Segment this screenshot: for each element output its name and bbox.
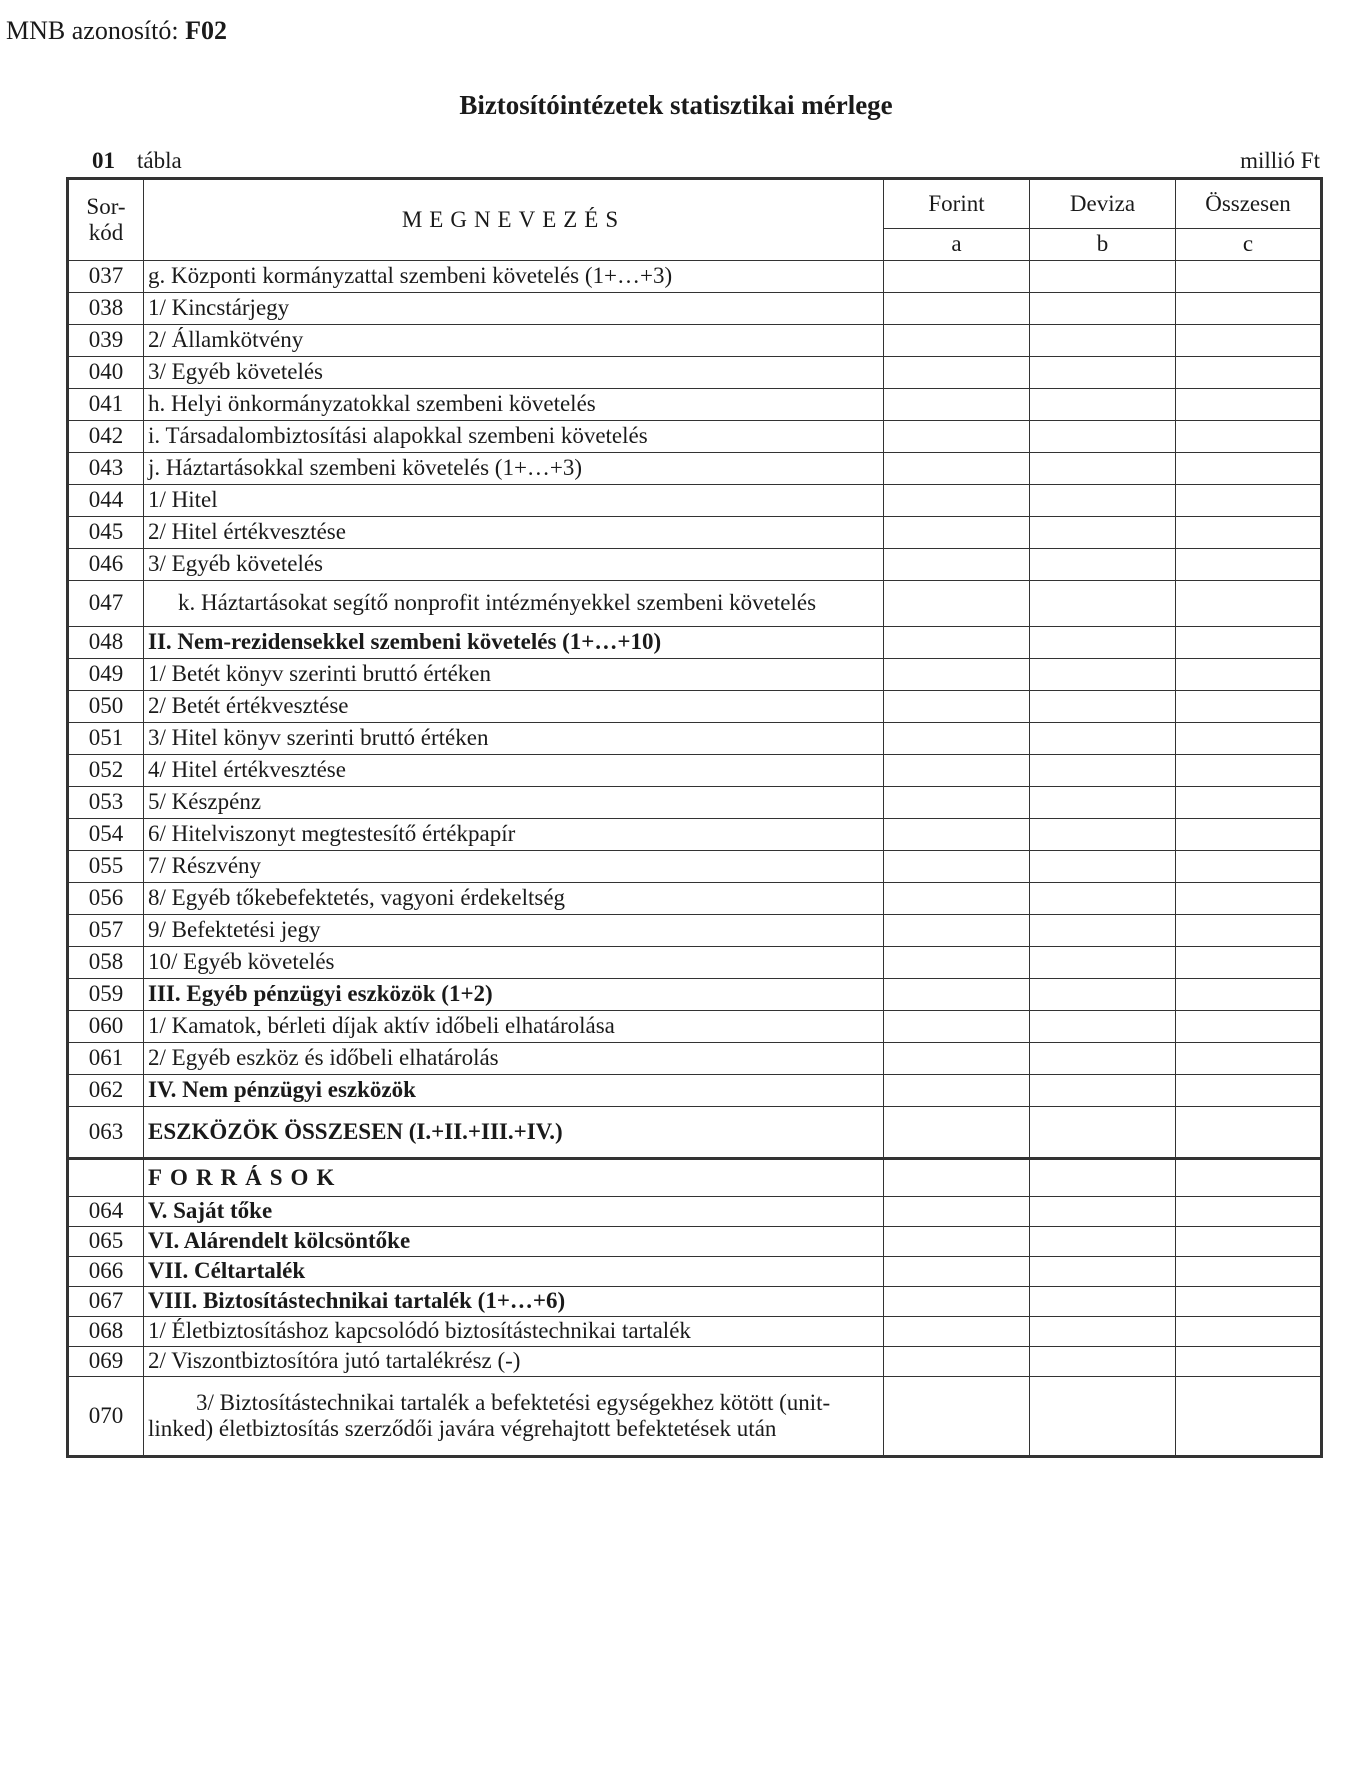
table-no: 01 <box>92 148 115 173</box>
value-cell-osszesen[interactable] <box>1176 485 1322 517</box>
row-code: 068 <box>68 1317 144 1347</box>
value-cell-osszesen[interactable] <box>1176 1075 1322 1107</box>
value-cell-forint[interactable] <box>884 1011 1030 1043</box>
row-label: 1/ Kincstárjegy <box>144 293 884 325</box>
col-header-deviza: Deviza <box>1030 179 1176 229</box>
table-row <box>68 819 1322 851</box>
row-code: 051 <box>68 723 144 755</box>
value-cell-deviza[interactable] <box>1030 883 1176 915</box>
value-cell-deviza[interactable] <box>1030 659 1176 691</box>
value-cell-forint[interactable] <box>884 787 1030 819</box>
forrasok-row <box>68 1159 1322 1197</box>
table-row <box>68 485 1322 517</box>
row-code: 054 <box>68 819 144 851</box>
code-header-1: Sor- <box>86 193 126 219</box>
row-label: ESZKÖZÖK ÖSSZESEN (I.+II.+III.+IV.) <box>144 1107 884 1159</box>
empty-cell-deviza <box>1030 1159 1176 1197</box>
row-label: 5/ Készpénz <box>144 787 884 819</box>
table-row <box>68 787 1322 819</box>
value-cell-osszesen[interactable] <box>1176 453 1322 485</box>
value-cell-osszesen[interactable] <box>1176 517 1322 549</box>
value-cell-forint[interactable] <box>884 755 1030 787</box>
value-cell-forint[interactable] <box>884 979 1030 1011</box>
row-label: g. Központi kormányzattal szembeni követelés (1+…+3) <box>144 261 884 293</box>
value-cell-forint[interactable] <box>884 1377 1030 1457</box>
value-cell-forint[interactable] <box>884 1043 1030 1075</box>
value-cell-forint[interactable] <box>884 389 1030 421</box>
code-header-2: kód <box>88 220 124 245</box>
value-cell-deviza[interactable] <box>1030 389 1176 421</box>
col-sub-b: b <box>1030 229 1176 261</box>
row-code: 059 <box>68 979 144 1011</box>
value-cell-deviza[interactable] <box>1030 1287 1176 1317</box>
table-row <box>68 293 1322 325</box>
row-code: 055 <box>68 851 144 883</box>
table-row <box>68 1227 1322 1257</box>
value-cell-forint[interactable] <box>884 261 1030 293</box>
value-cell-forint[interactable] <box>884 627 1030 659</box>
value-cell-osszesen[interactable] <box>1176 261 1322 293</box>
value-cell-deviza[interactable] <box>1030 421 1176 453</box>
row-code: 039 <box>68 325 144 357</box>
row-label: VII. Céltartalék <box>144 1257 884 1287</box>
value-cell-forint[interactable] <box>884 485 1030 517</box>
value-cell-osszesen[interactable] <box>1176 1287 1322 1317</box>
value-cell-deviza[interactable] <box>1030 1197 1176 1227</box>
table-row <box>68 1377 1322 1457</box>
row-code: 048 <box>68 627 144 659</box>
value-cell-forint[interactable] <box>884 723 1030 755</box>
value-cell-deviza[interactable] <box>1030 1317 1176 1347</box>
row-code: 047 <box>68 581 144 627</box>
table-row <box>68 1317 1322 1347</box>
value-cell-forint[interactable] <box>884 517 1030 549</box>
value-cell-forint[interactable] <box>884 1317 1030 1347</box>
row-code: 040 <box>68 357 144 389</box>
row-label: 4/ Hitel értékvesztése <box>144 755 884 787</box>
row-label: 3/ Egyéb követelés <box>144 549 884 581</box>
value-cell-deviza[interactable] <box>1030 1043 1176 1075</box>
table-row <box>68 453 1322 485</box>
value-cell-osszesen[interactable] <box>1176 755 1322 787</box>
value-cell-deviza[interactable] <box>1030 691 1176 723</box>
value-cell-deviza[interactable] <box>1030 915 1176 947</box>
value-cell-osszesen[interactable] <box>1176 787 1322 819</box>
table-row <box>68 723 1322 755</box>
value-cell-osszesen[interactable] <box>1176 819 1322 851</box>
row-code: 061 <box>68 1043 144 1075</box>
value-cell-osszesen[interactable] <box>1176 1043 1322 1075</box>
mnb-identifier <box>6 16 227 46</box>
row-code: 057 <box>68 915 144 947</box>
header-row <box>68 179 1322 229</box>
table-row <box>68 421 1322 453</box>
value-cell-osszesen[interactable] <box>1176 723 1322 755</box>
row-code: 064 <box>68 1197 144 1227</box>
row-label: III. Egyéb pénzügyi eszközök (1+2) <box>144 979 884 1011</box>
value-cell-osszesen[interactable] <box>1176 581 1322 627</box>
table-row <box>68 755 1322 787</box>
table-row <box>68 979 1322 1011</box>
table-row <box>68 659 1322 691</box>
row-label: 1/ Betét könyv szerinti bruttó értéken <box>144 659 884 691</box>
table-row <box>68 517 1322 549</box>
row-code: 058 <box>68 947 144 979</box>
row-label: 1/ Kamatok, bérleti díjak aktív időbeli elhatárolása <box>144 1011 884 1043</box>
row-label: 1/ Életbiztosításhoz kapcsolódó biztosítástechnikai tartalék <box>144 1317 884 1347</box>
row-label: 8/ Egyéb tőkebefektetés, vagyoni érdekeltség <box>144 883 884 915</box>
empty-cell-osszesen <box>1176 1159 1322 1197</box>
section-heading-forrasok: FORRÁSOK <box>144 1159 884 1197</box>
value-cell-osszesen[interactable] <box>1176 691 1322 723</box>
table-row <box>68 357 1322 389</box>
value-cell-deviza[interactable] <box>1030 1011 1176 1043</box>
value-cell-osszesen[interactable] <box>1176 1107 1322 1159</box>
value-cell-deviza[interactable] <box>1030 1107 1176 1159</box>
row-code: 041 <box>68 389 144 421</box>
value-cell-osszesen[interactable] <box>1176 293 1322 325</box>
table-row <box>68 883 1322 915</box>
name-header: MEGNEVEZÉS <box>144 179 884 261</box>
row-code: 053 <box>68 787 144 819</box>
row-label: 7/ Részvény <box>144 851 884 883</box>
value-cell-forint[interactable] <box>884 1347 1030 1377</box>
value-cell-forint[interactable] <box>884 549 1030 581</box>
value-cell-deviza[interactable] <box>1030 1377 1176 1457</box>
value-cell-osszesen[interactable] <box>1176 851 1322 883</box>
value-cell-forint[interactable] <box>884 357 1030 389</box>
row-label: 3/ Hitel könyv szerinti bruttó értéken <box>144 723 884 755</box>
value-cell-osszesen[interactable] <box>1176 1377 1322 1457</box>
value-cell-deviza[interactable] <box>1030 325 1176 357</box>
value-cell-osszesen[interactable] <box>1176 1257 1322 1287</box>
empty-cell-forint <box>884 1159 1030 1197</box>
value-cell-deviza[interactable] <box>1030 549 1176 581</box>
row-label: 2/ Hitel értékvesztése <box>144 517 884 549</box>
value-cell-forint[interactable] <box>884 1287 1030 1317</box>
value-cell-deviza[interactable] <box>1030 1257 1176 1287</box>
row-label: 6/ Hitelviszonyt megtestesítő értékpapír <box>144 819 884 851</box>
row-label: k. Háztartásokat segítő nonprofit intézményekkel szembeni követelés <box>144 581 884 627</box>
table-row <box>68 851 1322 883</box>
table-number <box>92 148 182 174</box>
value-cell-forint[interactable] <box>884 947 1030 979</box>
row-label: 10/ Egyéb követelés <box>144 947 884 979</box>
mnb-label: MNB azonosító: <box>6 16 179 45</box>
value-cell-osszesen[interactable] <box>1176 325 1322 357</box>
value-cell-deviza[interactable] <box>1030 819 1176 851</box>
value-cell-forint[interactable] <box>884 915 1030 947</box>
row-label: 2/ Betét értékvesztése <box>144 691 884 723</box>
table-row <box>68 1011 1322 1043</box>
row-code: 067 <box>68 1287 144 1317</box>
table-row <box>68 325 1322 357</box>
table-row <box>68 947 1322 979</box>
table-row <box>68 627 1322 659</box>
row-label: V. Saját tőke <box>144 1197 884 1227</box>
value-cell-forint[interactable] <box>884 1227 1030 1257</box>
value-cell-osszesen[interactable] <box>1176 549 1322 581</box>
unit-label: millió Ft <box>1240 148 1320 173</box>
row-label: VIII. Biztosítástechnikai tartalék (1+…+6) <box>144 1287 884 1317</box>
value-cell-osszesen[interactable] <box>1176 883 1322 915</box>
value-cell-deviza[interactable] <box>1030 851 1176 883</box>
table-row <box>68 581 1322 627</box>
row-label: i. Társadalombiztosítási alapokkal szembeni követelés <box>144 421 884 453</box>
table-row <box>68 1197 1322 1227</box>
value-cell-osszesen[interactable] <box>1176 357 1322 389</box>
row-label: IV. Nem pénzügyi eszközök <box>144 1075 884 1107</box>
code-header <box>68 179 144 261</box>
value-cell-deviza[interactable] <box>1030 723 1176 755</box>
table-row <box>68 915 1322 947</box>
value-cell-forint[interactable] <box>884 851 1030 883</box>
col-header-osszesen: Összesen <box>1176 179 1322 229</box>
row-code: 063 <box>68 1107 144 1159</box>
row-code: 056 <box>68 883 144 915</box>
value-cell-deviza[interactable] <box>1030 947 1176 979</box>
value-cell-forint[interactable] <box>884 1107 1030 1159</box>
value-cell-forint[interactable] <box>884 293 1030 325</box>
value-cell-deviza[interactable] <box>1030 293 1176 325</box>
value-cell-deviza[interactable] <box>1030 453 1176 485</box>
row-code: 044 <box>68 485 144 517</box>
value-cell-osszesen[interactable] <box>1176 659 1322 691</box>
row-code: 065 <box>68 1227 144 1257</box>
row-code: 066 <box>68 1257 144 1287</box>
row-label: j. Háztartásokkal szembeni követelés (1+…+3) <box>144 453 884 485</box>
row-code: 038 <box>68 293 144 325</box>
row-label: 9/ Befektetési jegy <box>144 915 884 947</box>
value-cell-deviza[interactable] <box>1030 1075 1176 1107</box>
value-cell-osszesen[interactable] <box>1176 1227 1322 1257</box>
value-cell-deviza[interactable] <box>1030 581 1176 627</box>
row-label: VI. Alárendelt kölcsöntőke <box>144 1227 884 1257</box>
row-code: 070 <box>68 1377 144 1457</box>
table-row <box>68 691 1322 723</box>
col-header-forint: Forint <box>884 179 1030 229</box>
value-cell-deviza[interactable] <box>1030 517 1176 549</box>
row-code: 050 <box>68 691 144 723</box>
row-code: 049 <box>68 659 144 691</box>
value-cell-deviza[interactable] <box>1030 485 1176 517</box>
value-cell-osszesen[interactable] <box>1176 389 1322 421</box>
value-cell-forint[interactable] <box>884 325 1030 357</box>
value-cell-osszesen[interactable] <box>1176 947 1322 979</box>
row-label: h. Helyi önkormányzatokkal szembeni követelés <box>144 389 884 421</box>
value-cell-osszesen[interactable] <box>1176 627 1322 659</box>
row-label: 2/ Egyéb eszköz és időbeli elhatárolás <box>144 1043 884 1075</box>
row-code: 042 <box>68 421 144 453</box>
balance-table <box>66 177 1323 1458</box>
row-label: II. Nem-rezidensekkel szembeni követelés (1+…+10) <box>144 627 884 659</box>
row-label: 2/ Államkötvény <box>144 325 884 357</box>
value-cell-deviza[interactable] <box>1030 261 1176 293</box>
value-cell-deviza[interactable] <box>1030 1347 1176 1377</box>
mnb-id: F02 <box>185 16 227 45</box>
row-label: 3/ Biztosítástechnikai tartalék a befektetési egységekhez kötött (unit-linked) életbiztosítás szerződői javára végrehajtott befektetések után <box>144 1377 884 1457</box>
value-cell-osszesen[interactable] <box>1176 979 1322 1011</box>
page-title: Biztosítóintézetek statisztikai mérlege <box>459 90 893 120</box>
value-cell-osszesen[interactable] <box>1176 915 1322 947</box>
value-cell-osszesen[interactable] <box>1176 1317 1322 1347</box>
value-cell-forint[interactable] <box>884 659 1030 691</box>
table-row <box>68 1107 1322 1159</box>
value-cell-forint[interactable] <box>884 691 1030 723</box>
table-row <box>68 1075 1322 1107</box>
value-cell-osszesen[interactable] <box>1176 421 1322 453</box>
row-code: 045 <box>68 517 144 549</box>
value-cell-osszesen[interactable] <box>1176 1197 1322 1227</box>
value-cell-forint[interactable] <box>884 1075 1030 1107</box>
value-cell-deviza[interactable] <box>1030 787 1176 819</box>
row-label: 2/ Viszontbiztosítóra jutó tartalékrész (-) <box>144 1347 884 1377</box>
value-cell-deviza[interactable] <box>1030 1227 1176 1257</box>
row-code: 043 <box>68 453 144 485</box>
row-label: 3/ Egyéb követelés <box>144 357 884 389</box>
value-cell-osszesen[interactable] <box>1176 1347 1322 1377</box>
value-cell-osszesen[interactable] <box>1176 1011 1322 1043</box>
table-row <box>68 549 1322 581</box>
table-row <box>68 1347 1322 1377</box>
row-code: 069 <box>68 1347 144 1377</box>
table-row <box>68 1043 1322 1075</box>
value-cell-forint[interactable] <box>884 819 1030 851</box>
value-cell-deviza[interactable] <box>1030 627 1176 659</box>
empty-code-cell <box>68 1159 144 1197</box>
value-cell-forint[interactable] <box>884 883 1030 915</box>
col-sub-a: a <box>884 229 1030 261</box>
table-word: tábla <box>137 148 182 173</box>
value-cell-forint[interactable] <box>884 1257 1030 1287</box>
value-cell-forint[interactable] <box>884 581 1030 627</box>
col-sub-c: c <box>1176 229 1322 261</box>
table-row <box>68 1257 1322 1287</box>
value-cell-forint[interactable] <box>884 421 1030 453</box>
row-code: 037 <box>68 261 144 293</box>
row-code: 060 <box>68 1011 144 1043</box>
row-label: 1/ Hitel <box>144 485 884 517</box>
value-cell-deviza[interactable] <box>1030 979 1176 1011</box>
table-row <box>68 1287 1322 1317</box>
value-cell-deviza[interactable] <box>1030 357 1176 389</box>
table-row <box>68 389 1322 421</box>
row-code: 052 <box>68 755 144 787</box>
value-cell-deviza[interactable] <box>1030 755 1176 787</box>
row-code: 046 <box>68 549 144 581</box>
value-cell-forint[interactable] <box>884 453 1030 485</box>
row-code: 062 <box>68 1075 144 1107</box>
table-row <box>68 261 1322 293</box>
value-cell-forint[interactable] <box>884 1197 1030 1227</box>
